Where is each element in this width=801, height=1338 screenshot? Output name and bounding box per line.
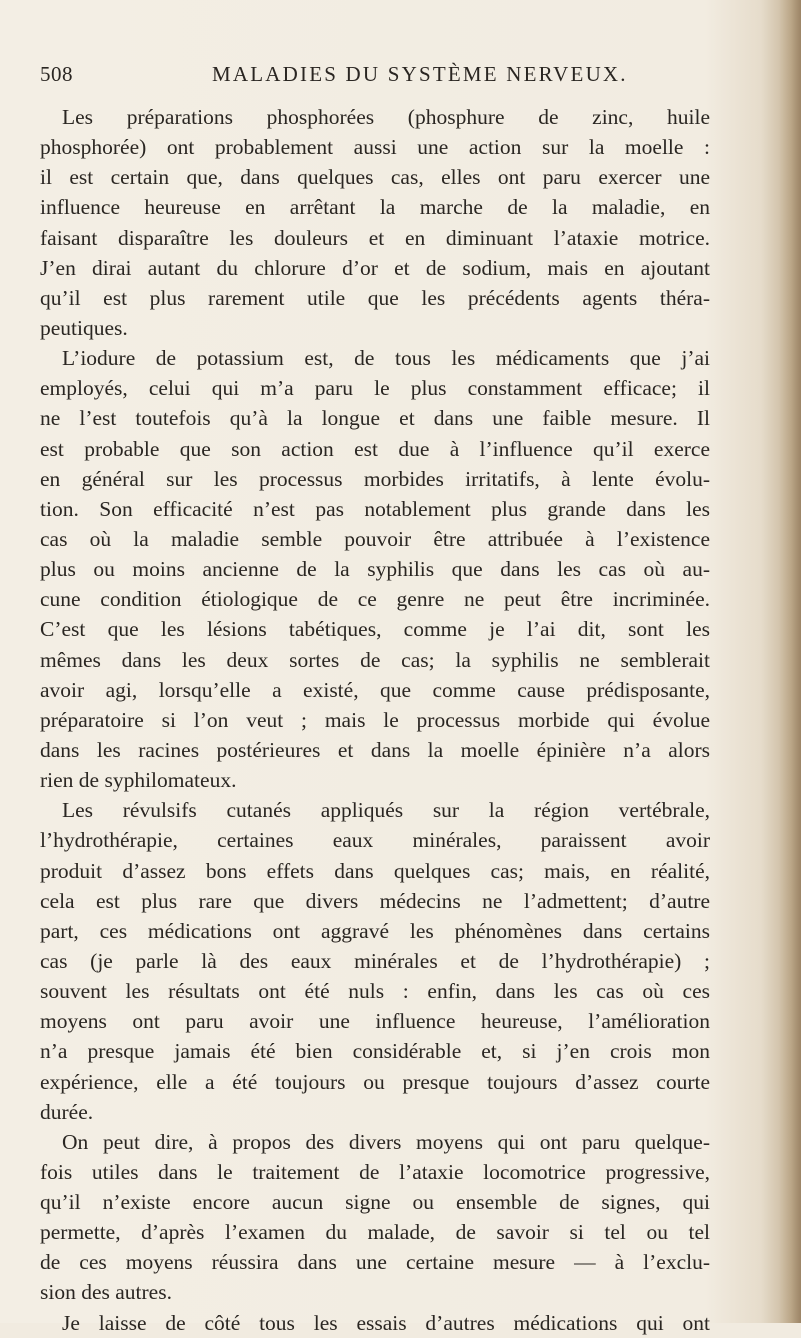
text-line: de ces moyens réussira dans une certaine mesure — à l’exclu- [40, 1250, 710, 1275]
text-line: influence heureuse en arrêtant la marche de la maladie, en [40, 195, 710, 220]
text-line: sion des autres. [40, 1280, 172, 1305]
text-line: qu’il n’existe encore aucun signe ou ensemble de signes, qui [40, 1190, 710, 1215]
text-line: souvent les résultats ont été nuls : enfin, dans les cas où ces [40, 979, 710, 1004]
text-line: J’en dirai autant du chlorure d’or et de sodium, mais en ajoutant [40, 255, 710, 280]
text-line: avoir agi, lorsqu’elle a existé, que comme cause prédisposante, [40, 677, 710, 702]
text-line: C’est que les lésions tabétiques, comme je l’ai dit, sont les [40, 617, 710, 642]
text-line: phosphorée) ont probablement aussi une action sur la moelle : [40, 135, 710, 160]
text-line: faisant disparaître les douleurs et en diminuant l’ataxie motrice. [40, 225, 710, 250]
text-line: mêmes dans les deux sortes de cas; la syphilis ne semblerait [40, 647, 710, 672]
text-line: n’a presque jamais été bien considérable et, si j’en crois mon [40, 1039, 710, 1064]
text-line: il est certain que, dans quelques cas, elles ont paru exercer une [40, 165, 710, 190]
text-line: est probable que son action est due à l’influence qu’il exerce [40, 436, 710, 461]
text-line: fois utiles dans le traitement de l’ataxie locomotrice progressive, [40, 1159, 710, 1184]
running-title: MALADIES DU SYSTÈME NERVEUX. [212, 62, 628, 86]
text-line: employés, celui qui m’a paru le plus constamment efficace; il [40, 376, 710, 401]
text-line: préparatoire si l’on veut ; mais le processus morbide qui évolue [40, 707, 710, 732]
text-line: Les révulsifs cutanés appliqués sur la région vertébrale, [62, 798, 710, 823]
text-line: part, ces médications ont aggravé les phénomènes dans certains [40, 918, 710, 943]
page-header [40, 62, 740, 92]
text-line: L’iodure de potassium est, de tous les médicaments que j’ai [62, 346, 710, 371]
body-text [40, 102, 710, 1338]
text-line: dans les racines postérieures et dans la moelle épinière n’a alors [40, 737, 710, 762]
text-line: expérience, elle a été toujours ou presque toujours d’assez courte [40, 1069, 710, 1094]
text-line: en général sur les processus morbides irritatifs, à lente évolu- [40, 466, 710, 491]
text-line: permette, d’après l’examen du malade, de savoir si tel ou tel [40, 1220, 710, 1245]
text-line: moyens ont paru avoir une influence heureuse, l’amélioration [40, 1009, 710, 1034]
text-line: peutiques. [40, 315, 128, 340]
text-line: qu’il est plus rarement utile que les précédents agents théra- [40, 285, 710, 310]
text-line: Les préparations phosphorées (phosphure de zinc, huile [62, 105, 710, 129]
text-line: produit d’assez bons effets dans quelques cas; mais, en réalité, [40, 858, 710, 883]
text-line: durée. [40, 1099, 94, 1124]
text-line: cas (je parle là des eaux minérales et de l’hydrothérapie) ; [40, 948, 710, 973]
text-line: l’hydrothérapie, certaines eaux minérales, paraissent avoir [40, 828, 710, 853]
text-line: Je laisse de côté tous les essais d’autres médications qui ont [62, 1310, 710, 1335]
text-line: plus ou moins ancienne de la syphilis que dans les cas où au- [40, 557, 710, 582]
text-line: cas où la maladie semble pouvoir être attribuée à l’existence [40, 526, 710, 551]
page-number: 508 [40, 62, 73, 86]
text-line: tion. Son efficacité n’est pas notablement plus grande dans les [40, 496, 710, 521]
text-line: ne l’est toutefois qu’à la longue et dans une faible mesure. Il [40, 406, 710, 431]
text-line: On peut dire, à propos des divers moyens qui ont paru quelque- [62, 1129, 710, 1154]
text-line: rien de syphilomateux. [40, 768, 237, 793]
text-line: cune condition étiologique de ce genre ne peut être incriminée. [40, 587, 710, 612]
text-line: cela est plus rare que divers médecins ne l’admettent; d’autre [40, 888, 710, 913]
page-edge-shadow [779, 0, 801, 1323]
